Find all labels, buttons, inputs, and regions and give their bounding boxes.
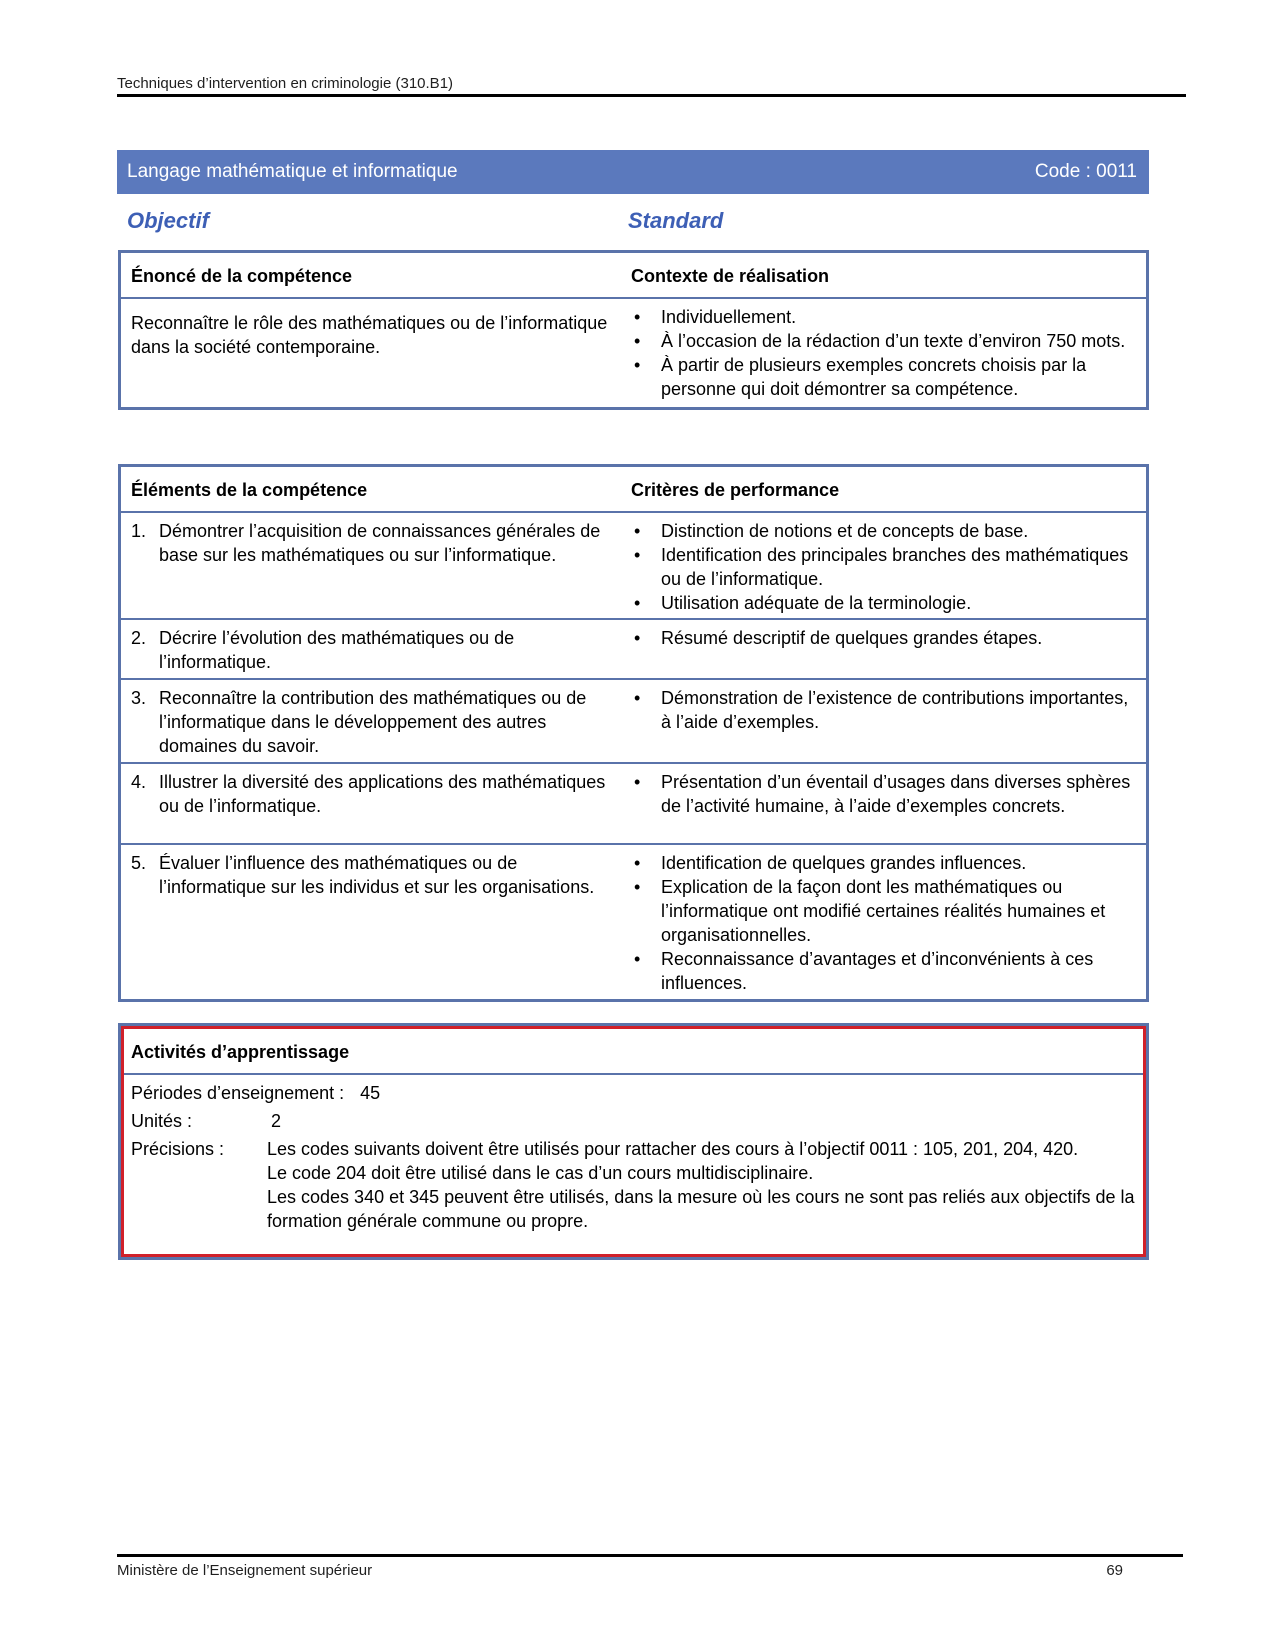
- precision-item: Les codes 340 et 345 peuvent être utilisés, dans la mesure où les cours ne sont pas reliés aux objectifs de la formation générale commune ou propre.: [267, 1187, 1135, 1231]
- criteria-heading: Critères de performance: [631, 480, 840, 500]
- periods-value: 45: [360, 1083, 381, 1103]
- units-value: 2: [271, 1111, 282, 1131]
- list-item: • Utilisation adéquate de la terminologie.: [631, 591, 1138, 615]
- criteria-list: [631, 851, 1138, 995]
- table-row: [121, 511, 1146, 618]
- table-row: [121, 678, 1146, 762]
- context-list: [631, 305, 1138, 401]
- list-item: • Identification des principales branches des mathématiques ou de l’informatique.: [631, 543, 1138, 591]
- title-bar: [117, 150, 1149, 194]
- competence-body-row: [121, 297, 1146, 407]
- precisions-label: Précisions :: [131, 1139, 225, 1159]
- element-number: 3.: [131, 688, 147, 708]
- standard-heading: Standard: [628, 208, 724, 233]
- precisions-list: [267, 1137, 1137, 1233]
- activities-heading: Activités d’apprentissage: [124, 1029, 1143, 1075]
- footer: [117, 1562, 1123, 1579]
- list-item: • Distinction de notions et de concepts de base.: [631, 519, 1138, 543]
- objectif-heading: Objectif: [127, 208, 209, 233]
- criteria-list: [631, 626, 1138, 650]
- activities-box: [121, 1026, 1146, 1257]
- periods-label: Périodes d’enseignement :: [131, 1083, 345, 1103]
- list-item: • À partir de plusieurs exemples concrets choisis par la personne qui doit démontrer sa compétence.: [631, 353, 1138, 401]
- criteria-cell: [631, 845, 1146, 999]
- elements-head-row: [121, 467, 1146, 511]
- list-item: • Résumé descriptif de quelques grandes étapes.: [631, 626, 1138, 650]
- list-item: • À l’occasion de la rédaction d’un texte d’environ 750 mots.: [631, 329, 1138, 353]
- element-text: Décrire l’évolution des mathématiques ou de l’informatique.: [159, 628, 515, 672]
- criteria-cell: [631, 680, 1146, 762]
- units-label: Unités :: [131, 1111, 193, 1131]
- table-row: [121, 618, 1146, 678]
- list-item: • Démonstration de l’existence de contributions importantes, à l’aide d’exemples.: [631, 686, 1138, 734]
- activities-body: [124, 1075, 1143, 1233]
- criteria-list: [631, 519, 1138, 615]
- elements-box: [118, 464, 1149, 1002]
- element-cell: [121, 845, 631, 999]
- table-row: [121, 843, 1146, 999]
- table-row: [121, 762, 1146, 843]
- element-number: 5.: [131, 853, 147, 873]
- units-line: [131, 1109, 1137, 1133]
- element-cell: [121, 764, 631, 843]
- element-number: 2.: [131, 628, 147, 648]
- running-header: Techniques d’intervention en criminologie (310.B1): [117, 75, 454, 92]
- precision-item: Les codes suivants doivent être utilisés pour rattacher des cours à l’objectif 0011 : 105, 201, 204, 420.: [267, 1139, 1079, 1159]
- element-text: Évaluer l’influence des mathématiques ou de l’informatique sur les individus et sur les organisations.: [159, 853, 595, 897]
- list-item: • Reconnaissance d’avantages et d’inconvénients à ces influences.: [631, 947, 1138, 995]
- course-code: Code : 0011: [1034, 161, 1137, 182]
- precision-item: Le code 204 doit être utilisé dans le cas d’un cours multidisciplinaire.: [267, 1163, 814, 1183]
- list-item: • Explication de la façon dont les mathématiques ou l’informatique ont modifié certaines réalités humaines et organisationnelles.: [631, 875, 1138, 947]
- header-rule: [117, 94, 1186, 97]
- element-cell: [121, 680, 631, 762]
- ministry-name: Ministère de l’Enseignement supérieur: [117, 1562, 373, 1579]
- list-item: • Individuellement.: [631, 305, 1138, 329]
- competence-box: [118, 250, 1149, 410]
- criteria-list: [631, 686, 1138, 734]
- enonce-heading: Énoncé de la compétence: [131, 266, 353, 286]
- competence-head-row: [121, 253, 1146, 297]
- precisions-line: [131, 1137, 1137, 1233]
- elements-heading: Éléments de la compétence: [131, 480, 368, 500]
- competence-statement: Reconnaître le rôle des mathématiques ou de l’informatique dans la société contemporaine.: [131, 313, 608, 357]
- element-number: 1.: [131, 521, 147, 541]
- footer-rule: [117, 1554, 1183, 1557]
- element-cell: [121, 513, 631, 618]
- criteria-cell: [631, 764, 1146, 843]
- element-cell: [121, 620, 631, 678]
- element-number: 4.: [131, 772, 147, 792]
- context-cell: [631, 299, 1146, 407]
- element-text: Démontrer l’acquisition de connaissances générales de base sur les mathématiques ou sur l’informatique.: [159, 521, 601, 565]
- course-title: Langage mathématique et informatique: [127, 161, 458, 182]
- page-number: 69: [1106, 1562, 1123, 1579]
- list-item: • Présentation d’un éventail d’usages dans diverses sphères de l’activité humaine, à l’aide d’exemples concrets.: [631, 770, 1138, 818]
- element-text: Illustrer la diversité des applications des mathématiques ou de l’informatique.: [159, 772, 606, 816]
- periods-line: [131, 1081, 1137, 1105]
- criteria-list: [631, 770, 1138, 818]
- criteria-cell: [631, 620, 1146, 678]
- contexte-heading: Contexte de réalisation: [631, 266, 830, 286]
- element-text: Reconnaître la contribution des mathématiques ou de l’informatique dans le développement des autres domaines du savoir.: [159, 688, 587, 756]
- list-item: • Identification de quelques grandes influences.: [631, 851, 1138, 875]
- criteria-cell: [631, 513, 1146, 618]
